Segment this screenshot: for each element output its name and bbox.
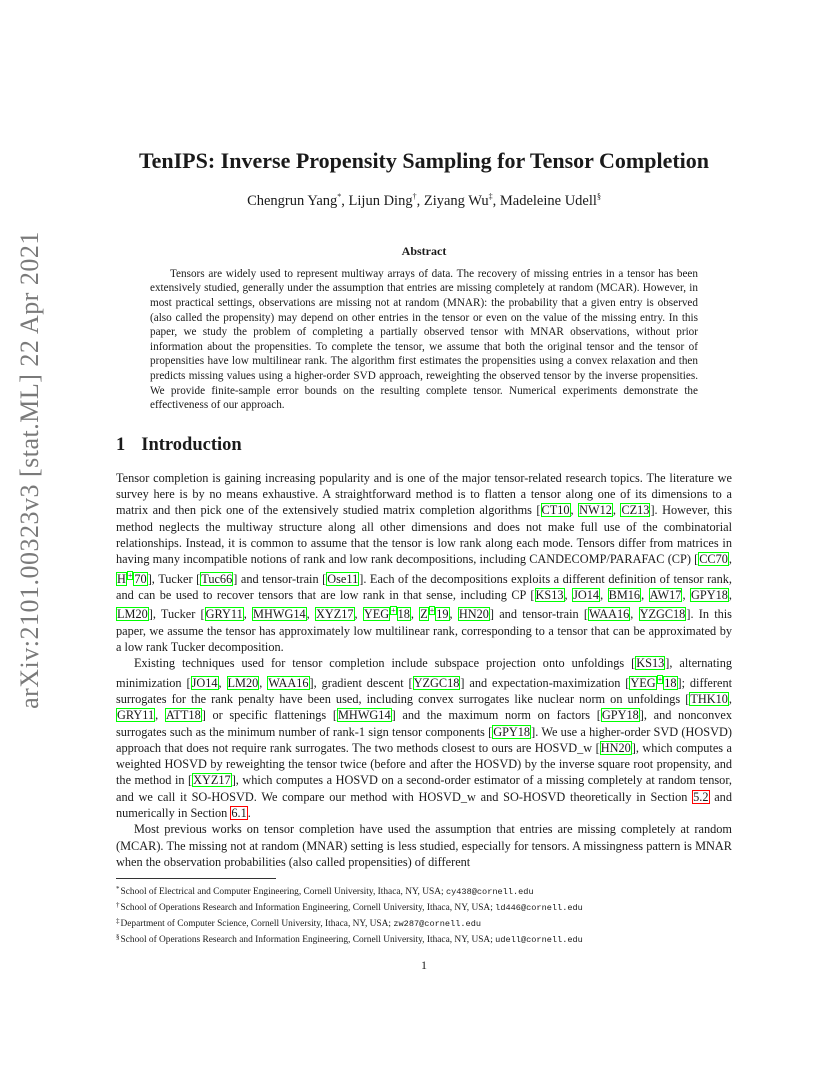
text-run: , [564, 587, 573, 602]
citation-link[interactable]: Tuc66 [201, 571, 233, 586]
text-run: ]. In this paper, we assume the tensor has approximately low multilinear rank, corresponding to a tensor that can be approximated by a low rank Tucker decomposition. [116, 607, 732, 654]
text-run: Tensor completion is gaining increasing popularity and is one of the major tensor-related research topics. The literature we survey here is by no means exhaustive. A straightforward method is to flatten a tensor along one of its dimensions to a matrix and then pick one of the extensively studied matrix completion algorithms [ [116, 470, 732, 518]
citation-link[interactable]: WAA16 [268, 675, 309, 690]
footnote-text: School of Operations Research and Information Engineering, Cornell University, Ithaca, NY, USA; [120, 934, 496, 945]
text-run: ], Tucker [ [148, 607, 205, 622]
body-paragraph [116, 470, 732, 655]
text-run: ], which computes a weighted HOSVD by reweighting the tensor twice (before and after the HOSVD) by the inverse square root propensity, and the method in [ [116, 740, 732, 788]
text-run: , [259, 675, 268, 690]
citation-link[interactable]: GRY11 [205, 607, 243, 622]
author-name: Chengrun Yang [247, 192, 338, 209]
section-heading-introduction [116, 435, 732, 456]
footnote-text: School of Electrical and Computer Engineering, Cornell University, Ithaca, NY, USA; [120, 887, 446, 898]
text-run: , [570, 503, 579, 518]
citation-link[interactable]: JO14 [191, 675, 218, 690]
section-ref-link[interactable]: 5.2 [693, 789, 709, 804]
text-run: , [728, 587, 732, 602]
footnote [116, 883, 732, 899]
footnote-mark: † [116, 900, 120, 909]
text-run: ]. Each of the decompositions exploits a different definition of tensor rank, and can be used to recover tensors that are low rank in that sense, including CP [ [116, 571, 732, 602]
text-run: ]; different surrogates for the rank penalty have been used, including convex surrogates like nuclear norm on unfoldings [ [116, 675, 733, 706]
footnote-email: ld446@cornell.edu [495, 902, 583, 913]
text-run: , [306, 607, 315, 622]
citation-link[interactable]: XYZ17 [315, 607, 354, 622]
section-number: 1 [116, 434, 126, 455]
text-run: ], which computes a HOSVD on a second-order estimator of a missing completely at random tensor, and we call it SO-HOSVD. We compare our method with HOSVD_w and SO-HOSVD theoretically in Section [116, 773, 732, 804]
arxiv-identifier: arXiv:2101.00323v3 [stat.ML] 22 Apr 2021 [15, 231, 44, 709]
citation-link[interactable]: MHWG14 [338, 708, 391, 723]
citation-link[interactable]: MHWG14 [253, 607, 306, 622]
citation-link[interactable]: CT10 [541, 503, 570, 518]
footnote [116, 899, 732, 915]
text-run: ] and expectation-maximization [ [460, 675, 630, 690]
text-run: Most previous works on tensor completion have used the assumption that entries are missing completely at random (MCAR). The missing not at random (MNAR) setting is less studied, especially for tensors. A missingness pattern is MNAR when the observation probabilities (also called propensities) of different [116, 822, 732, 869]
paper-title: TenIPS: Inverse Propensity Sampling for Tensor Completion [138, 148, 710, 173]
footnote-text: Department of Computer Science, Cornell University, Ithaca, NY, USA; [120, 918, 394, 929]
citation-link[interactable]: HN20 [600, 740, 631, 755]
text-run: ], gradient descent [ [309, 675, 413, 690]
citation-link[interactable]: + [657, 674, 663, 684]
text-run: ] and tensor-train [ [233, 571, 327, 586]
citation-link[interactable]: + [127, 570, 133, 580]
citation-link[interactable]: 19 [436, 607, 449, 622]
footnote-text: School of Operations Research and Information Engineering, Cornell University, Ithaca, NY, USA; [120, 902, 496, 913]
text-run: ], and nonconvex surrogates such as the minimum number of rank-1 sign tensor components [ [116, 708, 733, 739]
abstract-text: Tensors are widely used to represent multiway arrays of data. The recovery of missing entries in a tensor has been extensively studied, generally under the assumption that entries are missing completely at random (MCAR). However, in most practical settings, observations are missing not at random (MNAR): the probability that a given entry is observed (also called the propensity) may depend on other entries in the tensor or even on the value of the missing entry. In this paper, we study the problem of completing a partially observed tensor with MNAR observations, without prior information about the propensities. To complete the tensor, we assume that both the original tensor and the tensor of propensities have low multilinear rank. The algorithm first estimates the propensities using a convex relaxation and then predicts missing values using a higher-order SVD approach, reweighting the observed tensor by the inverse propensities. We provide finite-sample error bounds on the resulting complete tensor. Numerical experiments demonstrate the effectiveness of our approach. [150, 267, 698, 412]
text-run: , [218, 675, 227, 690]
citation-link[interactable]: JO14 [573, 587, 600, 602]
text-run: and numerically in Section [116, 789, 732, 820]
author-name: Madeleine Udell [499, 192, 597, 209]
footnote-mark: ‡ [116, 916, 120, 925]
body-paragraph [116, 821, 732, 870]
citation-link[interactable]: 70 [134, 571, 147, 586]
footnote-mark: * [116, 885, 120, 894]
citation-link[interactable]: ATT18 [165, 708, 201, 723]
author-affiliation-mark: § [596, 192, 601, 201]
text-run: ], alternating minimization [ [116, 656, 732, 690]
footnote [116, 915, 732, 931]
author-affiliation-mark: ‡ [488, 192, 493, 201]
citation-link[interactable]: GPY18 [601, 708, 639, 723]
text-run: , [612, 503, 621, 518]
footnote-email: udell@cornell.edu [495, 934, 583, 945]
citation-link[interactable]: CZ13 [621, 503, 650, 518]
citation-link[interactable]: H [117, 571, 126, 586]
citation-link[interactable]: Ose11 [327, 571, 359, 586]
text-run: ], Tucker [ [147, 571, 201, 586]
citation-link[interactable]: GPY18 [493, 724, 531, 739]
text-run: ] and the maximum norm on factors [ [391, 708, 601, 723]
text-run: , [155, 708, 165, 723]
text-run: , [728, 552, 732, 567]
text-run: , [243, 607, 253, 622]
author-affiliation-mark: * [337, 192, 342, 201]
text-run: ] or specific flattenings [ [201, 708, 337, 723]
citation-link[interactable]: LM20 [227, 675, 259, 690]
citation-link[interactable]: Z [420, 607, 428, 622]
section-ref-link[interactable]: 6.1 [231, 805, 247, 820]
citation-link[interactable]: HN20 [458, 607, 489, 622]
author-name: Ziyang Wu [423, 192, 489, 209]
author-list [116, 192, 732, 210]
text-run: . [247, 805, 251, 820]
text-run: , [728, 691, 732, 706]
citation-link[interactable]: YZGC18 [639, 607, 686, 622]
citation-link[interactable]: YEG [630, 675, 656, 690]
author-separator: , [416, 192, 424, 209]
footnote-email: zw287@cornell.edu [393, 918, 482, 929]
citation-link[interactable]: KS13 [535, 587, 564, 602]
citation-link[interactable]: 18 [664, 675, 677, 690]
footnote [116, 931, 732, 947]
citation-link[interactable]: + [429, 606, 435, 616]
text-run: ]. We use a higher-order SVD (HOSVD) approach that does not require rank surrogates. The two methods closest to ours are HOSVD_w [ [116, 724, 732, 755]
paper-page [116, 146, 732, 973]
citation-link[interactable]: BM16 [608, 587, 641, 602]
citation-link[interactable]: AW17 [649, 587, 682, 602]
citation-link[interactable]: LM20 [117, 607, 148, 622]
text-run: , [410, 607, 420, 622]
text-run: , [641, 587, 649, 602]
text-run: ] and tensor-train [ [489, 607, 588, 622]
page-number: 1 [421, 958, 427, 973]
citation-link[interactable]: GRY11 [117, 708, 155, 723]
citation-link[interactable]: + [391, 606, 396, 616]
text-run: , [354, 607, 363, 622]
footnote-mark: § [116, 932, 120, 941]
author-separator: , [492, 192, 500, 209]
arxiv-sidebar [6, 231, 54, 709]
text-run: , [600, 587, 608, 602]
text-run: , [630, 607, 639, 622]
footnotes [116, 883, 732, 946]
citation-link[interactable]: KS13 [636, 656, 665, 671]
footnote-divider [116, 878, 276, 879]
citation-link[interactable]: CC70 [699, 552, 728, 567]
text-run: Existing techniques used for tensor completion include subspace projection onto unfoldings [ [134, 656, 636, 671]
section-title: Introduction [141, 434, 242, 455]
citation-link[interactable]: NW12 [579, 503, 612, 518]
citation-link[interactable]: GPY18 [691, 587, 728, 602]
citation-link[interactable]: THK10 [690, 691, 728, 706]
author-name: Lijun Ding [348, 192, 413, 209]
footnote-email: cy438@cornell.edu [445, 887, 534, 898]
citation-link[interactable]: 18 [397, 607, 410, 622]
introduction-body [116, 470, 732, 870]
author-affiliation-mark: † [412, 192, 417, 201]
author-separator: , [341, 192, 349, 209]
citation-link[interactable]: WAA16 [588, 607, 630, 622]
text-run: , [682, 587, 691, 602]
citation-link[interactable]: XYZ17 [193, 773, 231, 788]
abstract-heading: Abstract [401, 243, 447, 258]
citation-link[interactable]: YEG [363, 607, 390, 622]
body-paragraph [116, 655, 732, 821]
text-run: , [449, 607, 458, 622]
text-run: ]. However, this method neglects the multiway structure along all other dimensions and does not make full use of the combinatorial relationships. Instead, it is common to assume that the tensor is low rank along each mode. Tensors differ from matrices in having many incompatible notions of rank and low rank decompositions, including CANDECOMP/PARAFAC (CP) [ [116, 503, 732, 567]
citation-link[interactable]: YZGC18 [413, 675, 460, 690]
